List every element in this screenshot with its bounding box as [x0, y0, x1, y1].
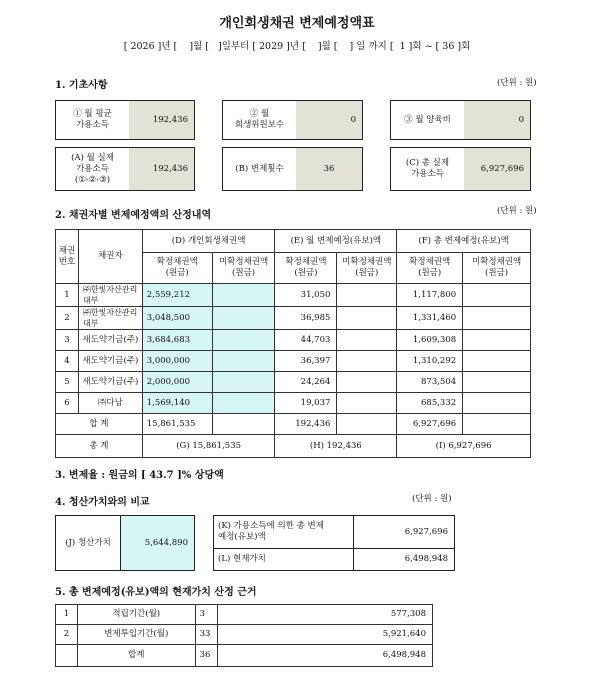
child-support-value: 0: [464, 101, 530, 139]
avg-income-value: 192,436: [129, 101, 194, 139]
table-row: [56, 351, 531, 372]
repayment-count-label: (B) 변제횟수: [235, 163, 284, 174]
liquidation-value-value: 5,644,890: [120, 516, 194, 570]
row-no: 1: [56, 605, 78, 625]
total-income-box: [390, 147, 531, 191]
row-no-empty: [56, 645, 78, 667]
row-value: 577,308: [217, 605, 432, 625]
commissioner-fee-box: [222, 100, 363, 140]
unit-label: (단위 : 원): [412, 494, 452, 504]
repayment-count-box: [222, 147, 363, 191]
header-e: (E) 월 변제예정(유보)액: [275, 230, 397, 253]
row-f-confirmed: 1,117,800: [397, 284, 463, 307]
row-d-unconfirmed: [212, 330, 275, 351]
sum-row: [56, 645, 433, 667]
row-d-confirmed: 2,000,000: [142, 372, 212, 393]
header-e-unconfirmed: 미확정채권액 (원금): [337, 253, 397, 284]
row-creditor: 새도약기금(주): [78, 351, 142, 372]
row-f-confirmed: 1,310,292: [397, 351, 463, 372]
table-row: [56, 330, 531, 351]
row-no: 1: [56, 284, 79, 307]
sum-count: 36: [195, 645, 217, 667]
row-e-confirmed: 36,985: [275, 307, 337, 330]
commissioner-fee-label: ② 월 회생위원보수: [234, 109, 285, 130]
row-d-unconfirmed: [212, 284, 275, 307]
sum-f: 6,927,696: [397, 414, 463, 435]
sum-d: 15,861,535: [142, 414, 212, 435]
total-income-value: 6,927,696: [464, 148, 530, 190]
row-f-confirmed: 1,609,308: [397, 330, 463, 351]
liquidation-value-box: [55, 515, 195, 571]
unit-label: (단위 : 원): [497, 206, 537, 216]
row-e-confirmed: 31,050: [275, 284, 337, 307]
sum-row: [56, 414, 531, 435]
row-creditor: ㈜다남: [78, 393, 142, 414]
row-creditor: ㈜한빛자산관리대부: [78, 284, 142, 307]
row-d-confirmed: 3,048,500: [142, 307, 212, 330]
table-row: [56, 372, 531, 393]
row-e-confirmed: 24,264: [275, 372, 337, 393]
table-row: [56, 307, 531, 330]
table-row: [56, 393, 531, 414]
row-e-unconfirmed: [337, 284, 397, 307]
section5-heading: 5. 총 변제예정(유보)액의 현재가치 산정 근거: [55, 587, 257, 598]
row-label: 변제투입기간(월): [77, 625, 195, 645]
row-d-confirmed: 2,559,212: [142, 284, 212, 307]
header-d: (D) 개인회생채권액: [142, 230, 275, 253]
section3-repayment-rate: 3. 변제율 : 원금의 [ 43.7 ]% 상당액: [55, 470, 224, 481]
header-f-unconfirmed: 미확정채권액 (원금): [463, 253, 531, 284]
row-e-confirmed: 19,037: [275, 393, 337, 414]
period-line: [ 2026 ]년 [ ]월 [ ]일부터 [ 2029 ]년 [ ]월 [ ] 일 까지 [ 1 ]회 ~ [ 36 ]회: [123, 41, 471, 52]
repayment-count-value: 36: [296, 148, 362, 190]
present-value-table: [55, 604, 433, 667]
sum-f-unconfirmed: [463, 414, 531, 435]
row-e-unconfirmed: [337, 330, 397, 351]
header-d-confirmed: 확정채권액 (원금): [142, 253, 212, 284]
comparison-box: [213, 515, 455, 571]
section2-heading: 2. 채권자별 변제예정액의 산정내역: [55, 210, 212, 221]
row-no: 6: [56, 393, 79, 414]
row-f-unconfirmed: [463, 351, 531, 372]
total-repayment-label: (K) 가용소득에 의한 총 변제 예정(유보)액: [214, 516, 354, 549]
row-f-unconfirmed: [463, 393, 531, 414]
row-no: 5: [56, 372, 79, 393]
sum-label: 합계: [77, 645, 195, 667]
row-no: 3: [56, 330, 79, 351]
sum-d-unconfirmed: [212, 414, 275, 435]
creditor-table: [55, 229, 531, 458]
row-creditor: 새도약기금(주): [78, 330, 142, 351]
row-f-unconfirmed: [463, 307, 531, 330]
row-f-unconfirmed: [463, 372, 531, 393]
row-e-confirmed: 36,397: [275, 351, 337, 372]
child-support-label: ③ 월 양육비: [404, 114, 451, 125]
section4-heading: 4. 청산가치와의 비교: [55, 497, 150, 508]
sum-e: 192,436: [275, 414, 337, 435]
table-row: [56, 625, 433, 645]
header-no: 채권 번호: [56, 230, 79, 284]
avg-income-box: [55, 100, 195, 140]
row-d-unconfirmed: [212, 393, 275, 414]
row-e-unconfirmed: [337, 351, 397, 372]
actual-income-value: 192,436: [129, 148, 194, 190]
unit-label: (단위 : 원): [497, 78, 537, 88]
section1-heading: 1. 기초사항: [55, 80, 108, 91]
present-value-value: 6,498,948: [404, 554, 448, 564]
row-d-confirmed: 3,000,000: [142, 351, 212, 372]
page-title: 개인회생채권 변제예정액표: [219, 16, 375, 31]
row-label: 적립기간(월): [77, 605, 195, 625]
header-creditor: 채권자: [78, 230, 142, 284]
present-value-label: (L) 현재가치: [214, 549, 354, 570]
total-h: (H) 192,436: [275, 435, 397, 458]
commissioner-fee-value: 0: [296, 101, 362, 139]
row-f-confirmed: 873,504: [397, 372, 463, 393]
row-d-unconfirmed: [212, 307, 275, 330]
row-f-confirmed: 1,331,460: [397, 307, 463, 330]
row-no: 2: [56, 307, 79, 330]
total-row: [56, 435, 531, 458]
actual-income-label: (A) 월 실제 가용소득 (①-②-③): [71, 152, 114, 185]
row-no: 4: [56, 351, 79, 372]
row-d-confirmed: 1,569,140: [142, 393, 212, 414]
row-e-unconfirmed: [337, 372, 397, 393]
row-e-unconfirmed: [337, 393, 397, 414]
row-f-unconfirmed: [463, 330, 531, 351]
header-f-confirmed: 확정채권액 (원금): [397, 253, 463, 284]
liquidation-value-label: (J) 청산가치: [65, 537, 111, 548]
sum-label: 합 계: [56, 414, 143, 435]
row-d-unconfirmed: [212, 372, 275, 393]
row-d-confirmed: 3,684,683: [142, 330, 212, 351]
row-d-unconfirmed: [212, 351, 275, 372]
row-f-unconfirmed: [463, 284, 531, 307]
total-g: (G) 15,861,535: [142, 435, 275, 458]
total-i: (I) 6,927,696: [397, 435, 531, 458]
row-creditor: 새도약기금(주): [78, 372, 142, 393]
actual-income-box: [55, 147, 195, 191]
row-count: 3: [195, 605, 217, 625]
avg-income-label: ① 월 평균 가용소득: [73, 109, 112, 130]
row-value: 5,921,640: [217, 625, 432, 645]
row-e-unconfirmed: [337, 307, 397, 330]
total-label: 총 계: [56, 435, 143, 458]
header-e-confirmed: 확정채권액 (원금): [275, 253, 337, 284]
table-row: [56, 605, 433, 625]
row-count: 33: [195, 625, 217, 645]
row-creditor: ㈜한빛자산관리대부: [78, 307, 142, 330]
sum-value: 6,498,948: [217, 645, 432, 667]
row-f-confirmed: 685,332: [397, 393, 463, 414]
sum-e-unconfirmed: [337, 414, 397, 435]
header-f: (F) 총 변제예정(유보)액: [397, 230, 531, 253]
total-income-label: (C) 총 실제 가용소득: [405, 158, 450, 179]
row-e-confirmed: 44,703: [275, 330, 337, 351]
header-d-unconfirmed: 미확정채권액 (원금): [212, 253, 275, 284]
total-repayment-value: 6,927,696: [354, 516, 454, 549]
row-no: 2: [56, 625, 78, 645]
table-row: [56, 284, 531, 307]
child-support-box: [390, 100, 531, 140]
